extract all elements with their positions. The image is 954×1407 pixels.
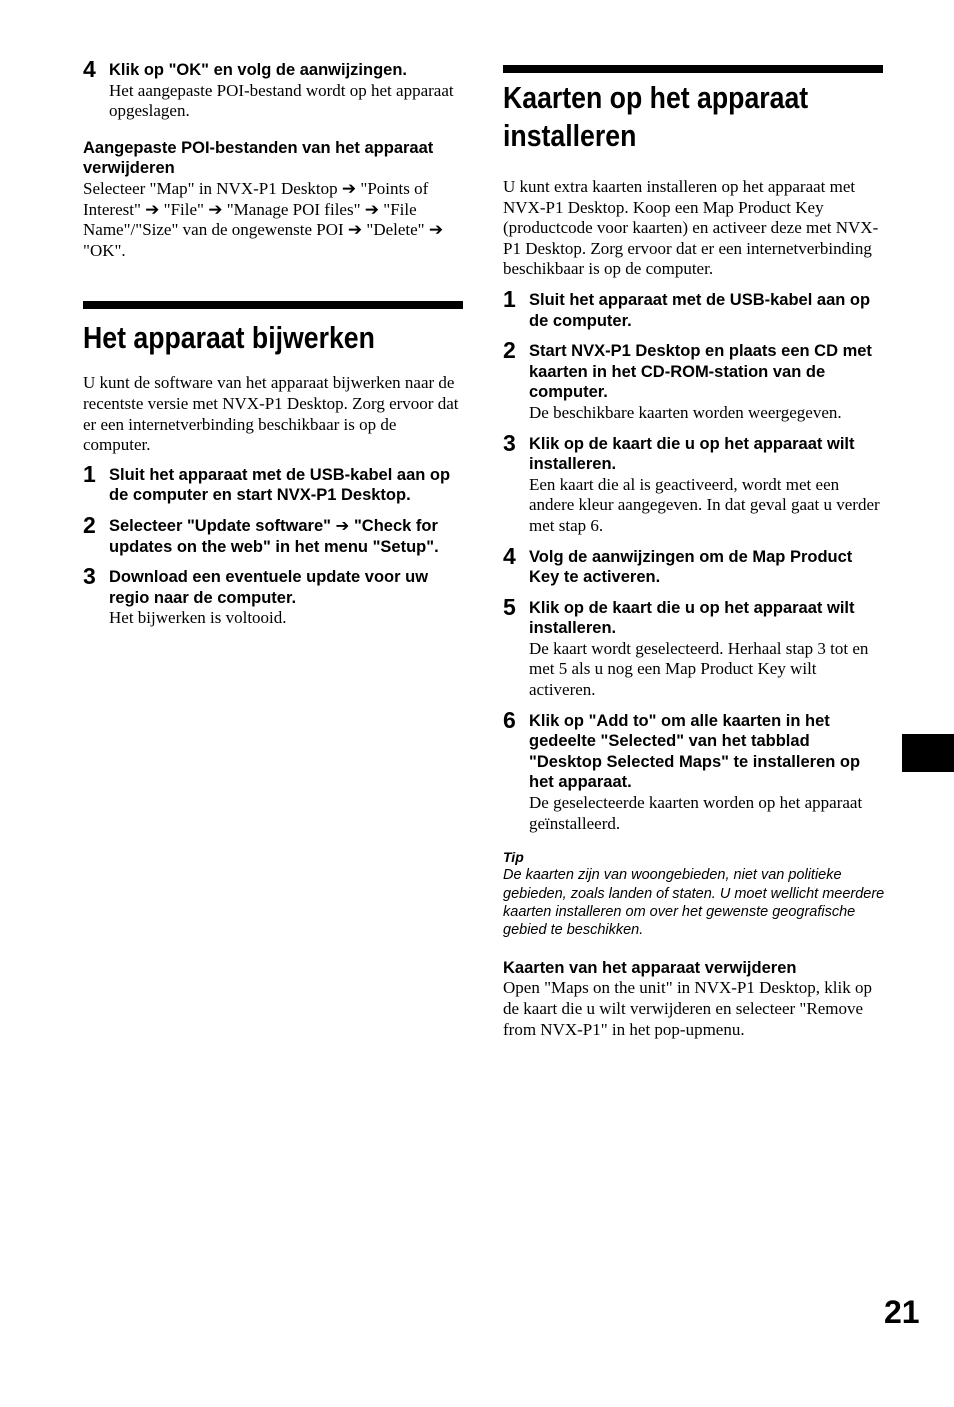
right-column (503, 65, 885, 1040)
poi-step-4 (83, 56, 465, 122)
step-number: 2 (83, 511, 96, 538)
step-number: 1 (503, 285, 516, 312)
step-number: 4 (83, 56, 96, 82)
step-title: Klik op de kaart die u op het apparaat wilt installeren. (529, 434, 855, 474)
step-number: 4 (503, 542, 516, 569)
poi-remove-text: Selecteer "Map" in NVX-P1 Desktop ➔ "Points of Interest" ➔ "File" ➔ "Manage POI files" ➔ "File Name"/"Size" van de ongewenste POI ➔ "Delete" ➔ "OK". (83, 178, 444, 260)
step-body: De geselecteerde kaarten worden op het apparaat geïnstalleerd. (529, 793, 863, 833)
step-title: Volg de aanwijzingen om de Map Product Key te activeren. (529, 547, 853, 587)
step-body: Het bijwerken is voltooid. (109, 608, 287, 628)
section-title (503, 79, 832, 155)
step-number: 5 (503, 593, 516, 620)
step-title: Sluit het apparaat met de USB-kabel aan op de computer. (529, 290, 871, 330)
maps-step-3 (503, 429, 885, 537)
step-body: De beschikbare kaarten worden weergegeven. (529, 402, 842, 422)
step-title: Klik op "Add to" om alle kaarten in het gedeelte "Selected" van het tabblad "Desktop Selected Maps" te installeren op het apparaat. (529, 711, 861, 792)
maps-step-4 (503, 542, 885, 588)
section-intro: U kunt extra kaarten installeren op het apparaat met NVX-P1 Desktop. Koop een Map Product Key (productcode voor kaarten) en activeer deze met NVX-P1 Desktop. Zorg ervoor dat er een internetverbinding beschikbaar is op de computer. (503, 177, 879, 279)
tip-text: De kaarten zijn van woongebieden, niet van politieke gebieden, zoals landen of staten. U moet wellicht meerdere kaarten installeren om over het gewenste geografische gebied te beschikken. (503, 867, 885, 939)
maps-remove-block (503, 958, 885, 1040)
chapter-tab-marker (902, 734, 954, 772)
poi-remove-heading: Aangepaste POI-bestanden van het apparaat verwijderen (83, 138, 434, 178)
maps-step-1 (503, 285, 885, 331)
poi-remove-block (83, 138, 465, 262)
left-column (83, 56, 465, 629)
step-body: Een kaart die al is geactiveerd, wordt met een andere kleur aangegeven. In dat geval gaat u verder met stap 6. (529, 474, 880, 535)
step-title: Klik op de kaart die u op het apparaat wilt installeren. (529, 598, 855, 638)
section-title-line-2: installeren (503, 118, 637, 153)
step-body: Het aangepaste POI-bestand wordt op het apparaat opgeslagen. (109, 80, 454, 121)
section-rule (503, 65, 883, 73)
maps-remove-text: Open "Maps on the unit" in NVX-P1 Desktop, klik op de kaart die u wilt verwijderen en selecteer "Remove from NVX-P1" in het pop-upmenu. (503, 978, 872, 1039)
update-step-1 (83, 460, 465, 506)
section-intro: U kunt de software van het apparaat bijwerken naar de recentste versie met NVX-P1 Desktop. Zorg ervoor dat er een internetverbinding beschikbaar is op de computer. (83, 373, 459, 455)
tip-block (503, 848, 885, 940)
section-title: Het apparaat bijwerken (83, 320, 375, 356)
page-number: 21 (884, 1294, 920, 1330)
step-body: De kaart wordt geselecteerd. Herhaal stap 3 tot en met 5 als u nog een Map Product Key wilt activeren. (529, 638, 869, 700)
step-title: Sluit het apparaat met de USB-kabel aan op de computer en start NVX-P1 Desktop. (109, 465, 451, 505)
step-title: Klik op "OK" en volg de aanwijzingen. (109, 61, 408, 79)
update-step-3 (83, 563, 465, 629)
step-title: Selecteer "Update software" ➔ "Check for updates on the web" in het menu "Setup". (109, 516, 439, 556)
tip-label: Tip (503, 849, 524, 866)
step-number: 3 (83, 563, 96, 590)
step-number: 6 (503, 706, 516, 733)
section-title-line-1: Kaarten op het apparaat (503, 80, 809, 115)
step-number: 3 (503, 429, 516, 456)
step-number: 2 (503, 337, 516, 364)
step-title: Start NVX-P1 Desktop en plaats een CD met kaarten in het CD-ROM-station van de computer. (529, 342, 872, 402)
step-number: 1 (83, 460, 96, 487)
section-rule (83, 301, 463, 309)
maps-remove-heading: Kaarten van het apparaat verwijderen (503, 958, 797, 977)
step-title: Download een eventuele update voor uw regio naar de computer. (109, 568, 429, 607)
maps-step-5 (503, 593, 885, 701)
update-section (83, 301, 465, 629)
maps-step-6 (503, 706, 885, 835)
maps-step-2 (503, 337, 885, 423)
update-step-2 (83, 511, 465, 557)
